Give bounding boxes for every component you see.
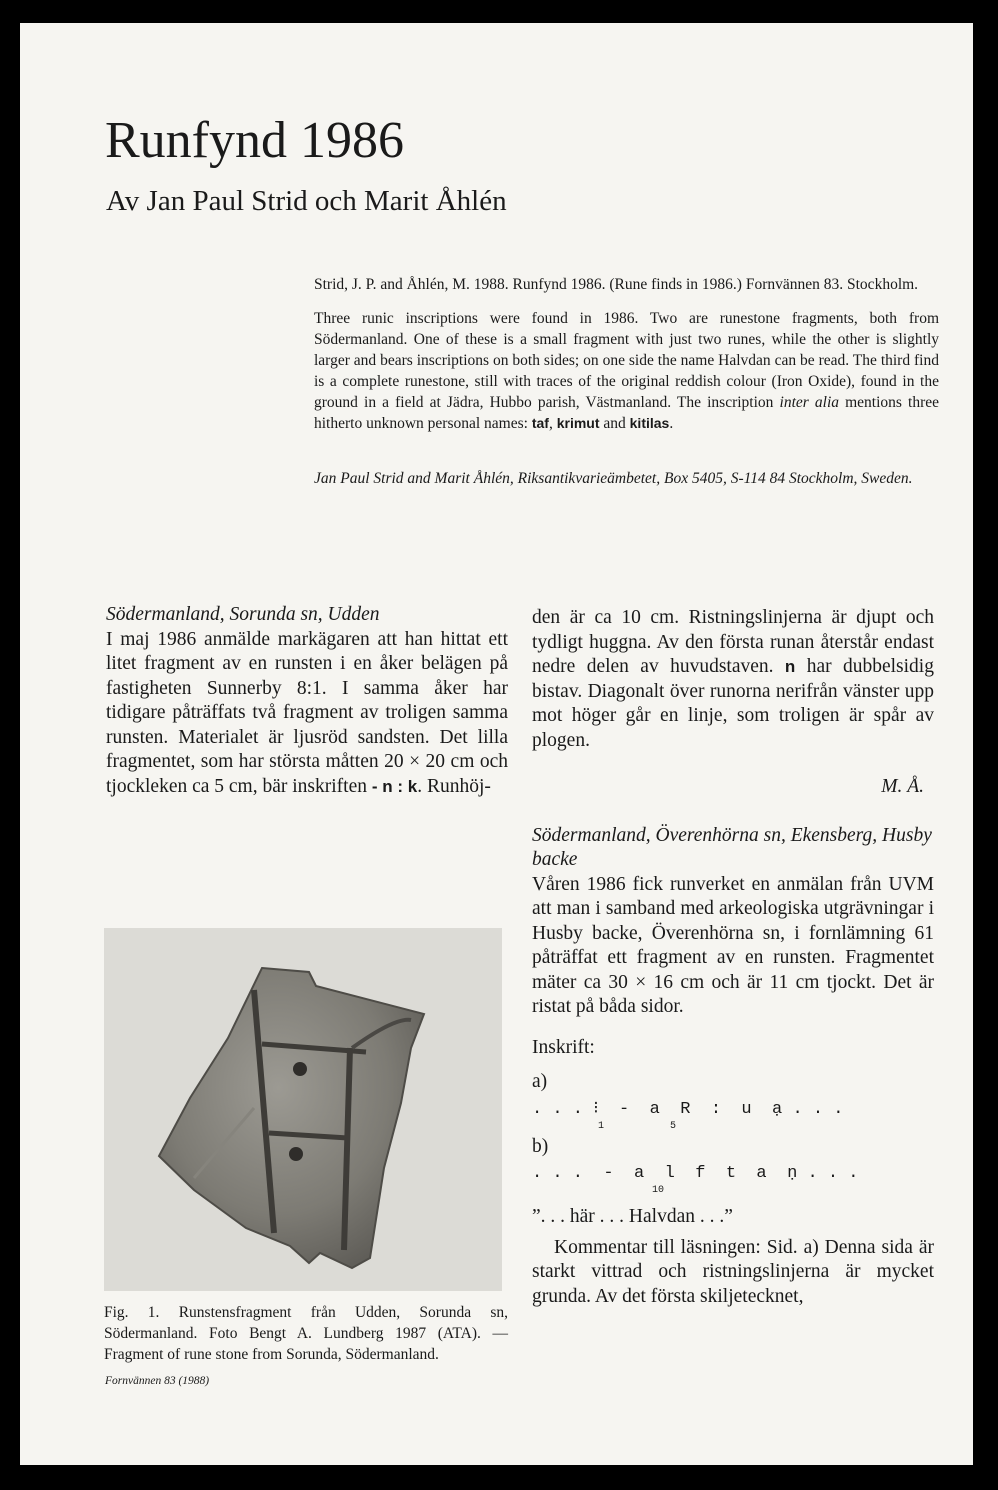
section-body-husby: Våren 1986 fick runverket en anmälan från UVM att man i samband med arkeologiska utgrävningar i Husby backe, Överenhörna sn, i fornlämning 61 påträffat ett fragment av en runsten. Fragmentet mäter ca 30 × 16 cm och är 11 cm tjockt. Det är ristat på båda sidor. [532, 873, 934, 1017]
journal-footer: Fornvännen 83 (1988) [105, 1375, 210, 1387]
section-heading-husby: Södermanland, Överenhörna sn, Ekensberg, Husby backe [532, 824, 932, 870]
side-b-runes: . . . - a l f t a ṇ . . . [532, 1164, 859, 1183]
inscription-label: Inskrift: [532, 1036, 595, 1058]
body-text-cont: den är ca 10 cm. Ristningslinjerna är djupt och tydligt huggna. Av den första runan återstår endast nedre delen av huvudstaven. [532, 607, 934, 677]
reading-comment: Kommentar till läsningen: Sid. a) Denna sida är starkt vittrad och ristningslinjerna är mycket grunda. Av det första skiljetecknet, [532, 1236, 934, 1307]
separator: and [599, 415, 630, 432]
abstract [314, 274, 939, 502]
side-b-numbers: 10 [532, 1185, 665, 1196]
side-b-label: b) [532, 1135, 549, 1157]
stone-fragment-image [104, 928, 502, 1291]
side-a-runes: . . . ⁝ - a R : u ạ . . . [532, 1099, 844, 1119]
section-heading-udden: Södermanland, Sorunda sn, Udden [106, 604, 380, 625]
side-a-label: a) [532, 1071, 548, 1092]
section-body-udden-cont [532, 606, 934, 753]
author-address: Jan Paul Strid and Marit Åhlén, Riksantikvarieämbetet, Box 5405, S-114 84 Stockholm, Sweden. [314, 470, 913, 487]
summary-italic: inter alia [779, 394, 839, 411]
summary-text-2: mentions three hitherto unknown personal names: [314, 394, 939, 432]
abstract-summary [314, 308, 939, 434]
separator: , [548, 415, 557, 432]
rune-n: n [784, 657, 796, 676]
rune-inscription: - n : k [371, 776, 418, 796]
summary-text: Three runic inscriptions were found in 1986. Two are runestone fragments, both from Södermanland. One of these is a small fragment with just two runes, while the other is slightly larger and bears inscriptions on both sides; on one side the name Halvdan can be read. The third find is a complete runestone, still with traces of the original reddish colour (Iron Oxide), found in the ground in a field at Jädra, Hubbo parish, Västmanland. The inscription [314, 310, 939, 411]
article-authors: Av Jan Paul Strid och Marit Åhlén [106, 185, 507, 217]
article-title: Runfynd 1986 [105, 112, 404, 169]
reading-translation: ”. . . här . . . Halvdan . . .” [532, 1206, 733, 1227]
abstract-citation: Strid, J. P. and Åhlén, M. 1988. Runfynd 1986. (Rune finds in 1986.) Fornvännen 83. Stockholm. [314, 276, 919, 293]
section-body-udden [106, 628, 508, 800]
body-text: I maj 1986 anmälde markägaren att han hittat ett litet fragment av en runsten i en åker belägen på fastigheten Sunnerby 8:1. I samma åker har tidigare påträffats två fragment av troligen samma runsten. Materialet är ljusröd sandsten. Det lilla fragmentet, som har största måtten 20 × 20 cm och tjockleken ca 5 cm, bär inskriften [106, 628, 508, 797]
rune-name-krimut: krimut [556, 415, 600, 431]
rune-name-taf: taf [531, 415, 549, 431]
left-column [106, 603, 508, 799]
right-column [532, 606, 934, 1309]
period: . [669, 415, 674, 432]
rune-name-kitilas: kitilas [629, 415, 670, 431]
body-text-end: . Runhöj- [417, 775, 491, 797]
side-a-numbers: 1 5 [532, 1120, 677, 1132]
author-signature: M. Å. [881, 776, 924, 797]
page [20, 23, 973, 1465]
rune-stone-photo [104, 928, 502, 1291]
figure-caption: Fig. 1. Runstensfragment från Udden, Sorunda sn, Södermanland. Foto Bengt A. Lundberg 1987 (ATA). — Fragment of rune stone from Sorunda, Södermanland. [104, 1304, 508, 1363]
body-text-cont2: har dubbelsidig bistav. Diagonalt över runorna nerifrån vänster upp mot höger går en linje, som troligen är spår av plogen. [532, 656, 934, 751]
